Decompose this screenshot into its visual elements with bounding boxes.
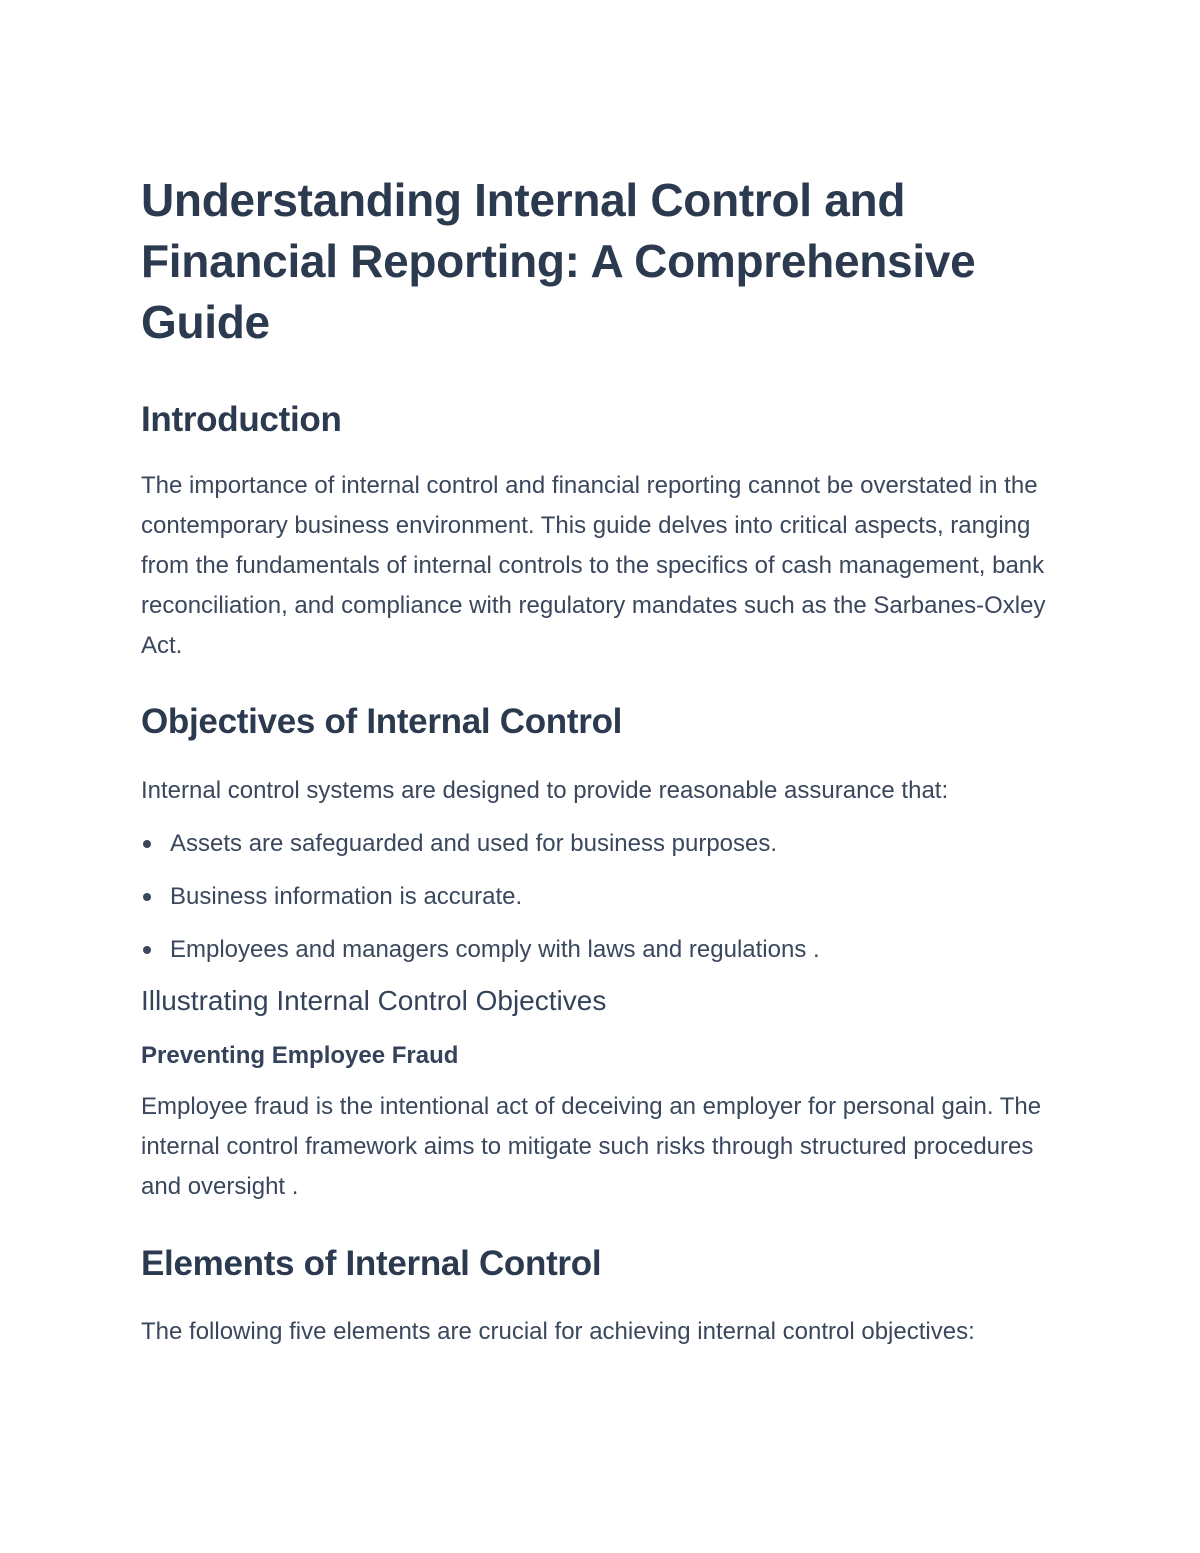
- elements-heading: Elements of Internal Control: [141, 1244, 602, 1283]
- document-page: [141, 170, 1061, 1352]
- bullet-icon: [143, 840, 151, 848]
- document-title: Understanding Internal Control and Financial Reporting: A Comprehensive Guide: [141, 174, 976, 348]
- objectives-paragraph: Internal control systems are designed to provide reasonable assurance that:: [141, 777, 949, 804]
- list-item: [141, 930, 1061, 970]
- introduction-paragraph: The importance of internal control and financial reporting cannot be overstated in the contemporary business environment. This guide delves into critical aspects, ranging from the fundamentals of internal controls to the specifics of cash management, bank reconciliation, and compliance with regulatory mandates such as the Sarbanes-Oxley Act.: [141, 472, 1046, 659]
- elements-paragraph: The following five elements are crucial for achieving internal control objectives:: [141, 1318, 975, 1345]
- list-item: [141, 877, 1061, 917]
- objectives-list: [141, 824, 1061, 970]
- illustrating-heading: Illustrating Internal Control Objectives: [141, 985, 607, 1016]
- introduction-heading: Introduction: [141, 400, 342, 439]
- fraud-heading: Preventing Employee Fraud: [141, 1042, 459, 1069]
- objectives-heading: Objectives of Internal Control: [141, 702, 623, 741]
- list-item-text: Employees and managers comply with laws and regulations .: [170, 936, 820, 963]
- list-item-text: Business information is accurate.: [170, 883, 523, 910]
- fraud-paragraph: Employee fraud is the intentional act of deceiving an employer for personal gain. The internal control framework aims to mitigate such risks through structured procedures and oversight .: [141, 1093, 1042, 1200]
- list-item: [141, 824, 1061, 864]
- list-item-text: Assets are safeguarded and used for business purposes.: [170, 830, 778, 857]
- bullet-icon: [143, 946, 151, 954]
- bullet-icon: [143, 893, 151, 901]
